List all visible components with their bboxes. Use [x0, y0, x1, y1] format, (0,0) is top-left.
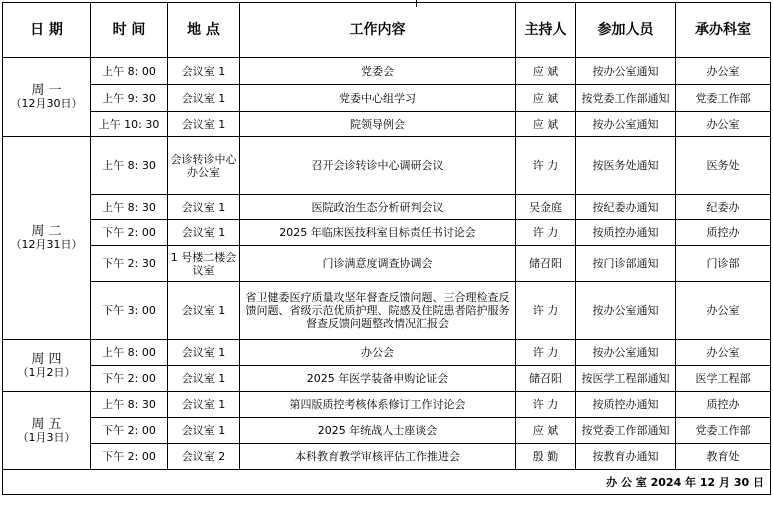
- header-time: 时 间: [91, 3, 168, 58]
- attendees-cell: 按办公室通知: [576, 340, 676, 366]
- table-row: [3, 340, 771, 366]
- dept-cell: 质控办: [676, 220, 771, 246]
- header-host: 主持人: [516, 3, 576, 58]
- place-cell: 会议室 1: [168, 195, 240, 220]
- dept-cell: 教育处: [676, 444, 771, 470]
- day-date: （12月30日）: [10, 97, 83, 110]
- dept-cell: 办公室: [676, 340, 771, 366]
- table-row: [3, 85, 771, 112]
- content-cell: 办公会: [240, 340, 516, 366]
- content-cell: 医院政治生态分析研判会议: [240, 195, 516, 220]
- day-date: （1月3日）: [17, 430, 76, 444]
- dept-cell: 办公室: [676, 112, 771, 137]
- time-cell: 上午 8: 00: [91, 340, 168, 366]
- host-cell: 许 力: [516, 392, 576, 418]
- attendees-cell: 按办公室通知: [576, 58, 676, 85]
- host-cell: 许 力: [516, 282, 576, 340]
- table-row: [3, 392, 771, 418]
- place-cell: 会议室 1: [168, 366, 240, 392]
- content-cell: 2025 年医学装备申购论证会: [240, 366, 516, 392]
- table-row: [3, 58, 771, 85]
- place-cell: 会议室 2: [168, 444, 240, 470]
- header-dept: 承办科室: [676, 3, 771, 58]
- content-cell: 2025 年统战人士座谈会: [240, 418, 516, 444]
- table-row: [3, 137, 771, 195]
- attendees-cell: 按党委工作部通知: [576, 85, 676, 112]
- table-row: [3, 246, 771, 282]
- host-cell: 应 斌: [516, 58, 576, 85]
- table-row: [3, 444, 771, 470]
- attendees-cell: 按医务处通知: [576, 137, 676, 195]
- dept-cell: 党委工作部: [676, 85, 771, 112]
- time-cell: 下午 2: 00: [91, 220, 168, 246]
- content-cell: 门诊满意度调查协调会: [240, 246, 516, 282]
- place-cell: 会议室 1: [168, 340, 240, 366]
- header-date: 日 期: [3, 3, 91, 58]
- time-cell: 下午 3: 00: [91, 282, 168, 340]
- table-row: [3, 195, 771, 220]
- attendees-cell: 按医学工程部通知: [576, 366, 676, 392]
- time-cell: 下午 2: 00: [91, 366, 168, 392]
- host-cell: 殷 勤: [516, 444, 576, 470]
- content-cell: 召开会诊转诊中心调研会议: [240, 137, 516, 195]
- place-cell: 会议室 1: [168, 220, 240, 246]
- day-name: 周 二: [31, 224, 62, 239]
- content-cell: 党委中心组学习: [240, 85, 516, 112]
- day-cell-monday: [3, 58, 91, 137]
- footer-signature: 办 公 室 2024 年 12 月 30 日: [3, 470, 771, 495]
- attendees-cell: 按质控办通知: [576, 392, 676, 418]
- place-cell: 会议室 1: [168, 58, 240, 85]
- time-cell: 上午 8: 30: [91, 392, 168, 418]
- dept-cell: 门诊部: [676, 246, 771, 282]
- time-cell: 上午 9: 30: [91, 85, 168, 112]
- dept-cell: 质控办: [676, 392, 771, 418]
- time-cell: 上午 8: 30: [91, 195, 168, 220]
- time-cell: 上午 10: 30: [91, 112, 168, 137]
- attendees-cell: 按门诊部通知: [576, 246, 676, 282]
- content-cell: 党委会: [240, 58, 516, 85]
- content-cell: 省卫健委医疗质量攻坚年督查反馈问题、三合理检查反馈问题、省级示范优质护理、院感及住院患者陪护服务督查反馈问题整改情况汇报会: [240, 282, 516, 340]
- host-cell: 吴金庭: [516, 195, 576, 220]
- time-cell: 下午 2: 30: [91, 246, 168, 282]
- host-cell: 应 斌: [516, 418, 576, 444]
- attendees-cell: 按党委工作部通知: [576, 418, 676, 444]
- header-content: 工作内容: [240, 3, 516, 58]
- day-date: （1月2日）: [17, 365, 76, 379]
- host-cell: 应 斌: [516, 112, 576, 137]
- footer-row: [3, 470, 771, 495]
- attendees-cell: 按质控办通知: [576, 220, 676, 246]
- weekly-meeting-schedule-table: [2, 2, 771, 495]
- attendees-cell: 按办公室通知: [576, 112, 676, 137]
- place-cell: 1 号楼二楼会议室: [168, 246, 240, 282]
- table-row: [3, 112, 771, 137]
- time-cell: 上午 8: 30: [91, 137, 168, 195]
- dept-cell: 纪委办: [676, 195, 771, 220]
- place-cell: 会议室 1: [168, 112, 240, 137]
- time-cell: 下午 2: 00: [91, 444, 168, 470]
- host-cell: 许 力: [516, 340, 576, 366]
- attendees-cell: 按教育办通知: [576, 444, 676, 470]
- content-cell: 院领导例会: [240, 112, 516, 137]
- dept-cell: 医务处: [676, 137, 771, 195]
- place-cell: 会诊转诊中心办公室: [168, 137, 240, 195]
- day-cell-tuesday: [3, 137, 91, 340]
- day-cell-friday: [3, 392, 91, 470]
- host-cell: 许 力: [516, 220, 576, 246]
- day-cell-thursday: [3, 340, 91, 392]
- content-cell: 本科教育教学审核评估工作推进会: [240, 444, 516, 470]
- table-row: [3, 282, 771, 340]
- content-cell: 2025 年临床医技科室目标责任书讨论会: [240, 220, 516, 246]
- attendees-cell: 按纪委办通知: [576, 195, 676, 220]
- table-row: [3, 418, 771, 444]
- time-cell: 上午 8: 00: [91, 58, 168, 85]
- content-cell: 第四版质控考核体系修订工作讨论会: [240, 392, 516, 418]
- day-name: 周 五: [31, 416, 62, 432]
- dept-cell: 办公室: [676, 58, 771, 85]
- table-row: [3, 366, 771, 392]
- host-cell: 许 力: [516, 137, 576, 195]
- day-name: 周 四: [31, 351, 62, 367]
- attendees-cell: 按办公室通知: [576, 282, 676, 340]
- header-row: [3, 3, 771, 58]
- table-row: [3, 220, 771, 246]
- place-cell: 会议室 1: [168, 85, 240, 112]
- header-attendees: 参加人员: [576, 3, 676, 58]
- place-cell: 会议室 1: [168, 392, 240, 418]
- dept-cell: 党委工作部: [676, 418, 771, 444]
- day-name: 周 一: [31, 83, 62, 98]
- header-place: 地 点: [168, 3, 240, 58]
- host-cell: 应 斌: [516, 85, 576, 112]
- time-cell: 下午 2: 00: [91, 418, 168, 444]
- host-cell: 储召阳: [516, 246, 576, 282]
- dept-cell: 办公室: [676, 282, 771, 340]
- place-cell: 会议室 1: [168, 282, 240, 340]
- place-cell: 会议室 1: [168, 418, 240, 444]
- dept-cell: 医学工程部: [676, 366, 771, 392]
- day-date: （12月31日）: [10, 238, 83, 251]
- host-cell: 储召阳: [516, 366, 576, 392]
